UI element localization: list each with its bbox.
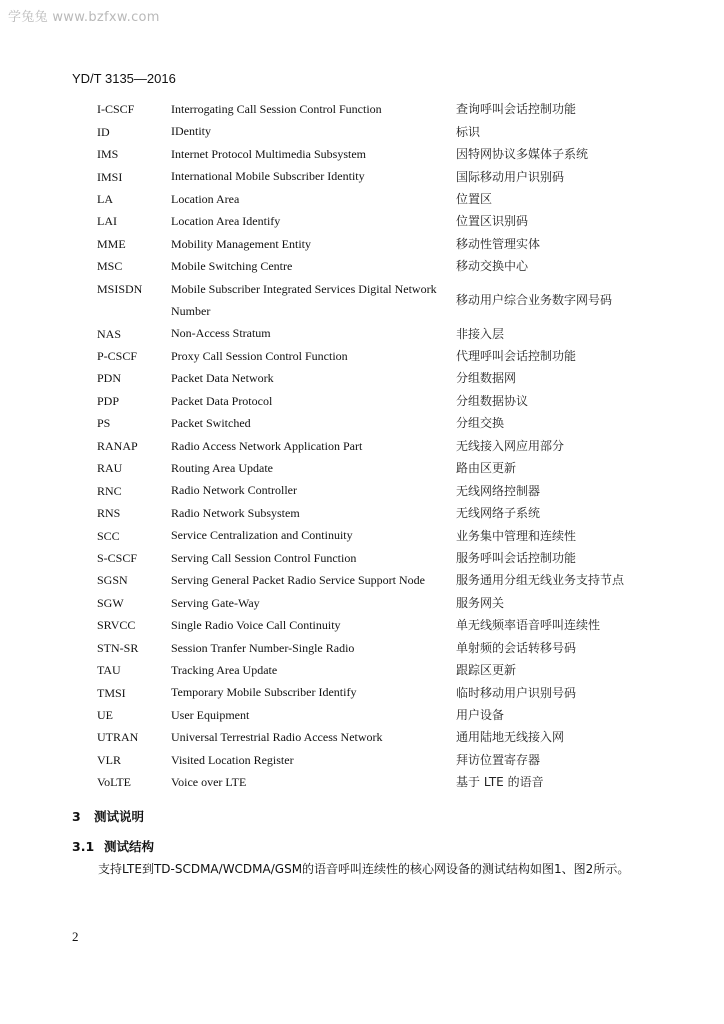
abbreviation-row [97,457,657,479]
abbreviation: SCC [97,528,120,543]
chinese-term: 单无线频率语音呼叫连续性 [456,618,601,633]
chinese-term: 用户设备 [456,708,505,723]
abbreviation: ID [97,124,110,139]
chinese-term: 查询呼叫会话控制功能 [456,102,577,117]
page-number: 2 [72,929,79,944]
english-term: Radio Network Controller [171,483,297,498]
abbreviation-row [97,345,657,367]
english-term: Serving General Packet Radio Service Support Node [171,573,425,588]
chinese-term: 业务集中管理和连续性 [456,528,577,543]
chinese-term: 分组交换 [456,416,505,431]
abbreviation: PDP [97,393,120,408]
chinese-term: 代理呼叫会话控制功能 [456,349,577,364]
chinese-term: 位置区识别码 [456,214,529,229]
chinese-term: 分组数据协议 [456,393,529,408]
english-term: International Mobile Subscriber Identity [171,169,365,184]
abbreviation: PDN [97,371,122,386]
abbreviation: STN-SR [97,640,139,655]
section-number: 3 [72,809,81,824]
abbreviation-row [97,120,657,142]
site-watermark: 学兔兔 www.bzfxw.com [8,10,160,25]
subsection-number: 3.1 [72,839,95,854]
abbreviation-row [97,659,657,681]
english-term: Proxy Call Session Control Function [171,348,348,363]
english-term: Visited Location Register [171,752,294,767]
chinese-term: 分组数据网 [456,371,517,386]
abbreviation: MME [97,236,126,251]
abbreviation-row [97,524,657,546]
abbreviation-row [97,367,657,389]
abbreviation-row [97,210,657,232]
abbreviation-row [97,322,657,344]
english-term: Location Area Identify [171,214,281,229]
body-paragraph: 支持LTE到TD-SCDMA/WCDMA/GSM的语音呼叫连续性的核心网设备的测试结构如图1、图2所示。 [98,862,630,876]
chinese-term: 拜访位置寄存器 [456,752,541,767]
chinese-term: 位置区 [456,191,493,206]
abbreviation-row [97,704,657,726]
abbreviation: IMS [97,147,119,162]
english-term: Radio Network Subsystem [171,505,300,520]
abbreviation-row [97,637,657,659]
abbreviation: TMSI [97,685,126,700]
abbreviation-row [97,681,657,703]
english-term: Tracking Area Update [171,662,278,677]
chinese-term: 非接入层 [456,326,505,341]
abbreviation-row [97,165,657,187]
english-term: Temporary Mobile Subscriber Identify [171,685,357,700]
abbreviation-row [97,143,657,165]
abbreviation-row [97,614,657,636]
abbreviation: MSISDN [97,281,143,296]
abbreviation-row [97,592,657,614]
abbreviation: LAI [97,214,117,229]
abbreviation-row [97,278,657,323]
english-term: Location Area [171,191,240,206]
english-term: User Equipment [171,707,250,722]
chinese-term: 通用陆地无线接入网 [456,730,565,745]
abbreviation-row [97,749,657,771]
chinese-term: 跟踪区更新 [456,663,517,678]
chinese-term: 移动交换中心 [456,259,529,274]
abbreviation-row [97,771,657,793]
abbreviation: S-CSCF [97,550,138,565]
abbreviation-row [97,390,657,412]
abbreviation: TAU [97,663,121,678]
english-term: Single Radio Voice Call Continuity [171,618,341,633]
abbreviation-row [97,98,657,120]
abbreviation: UTRAN [97,730,139,745]
abbreviation-row [97,233,657,255]
english-term: Mobility Management Entity [171,236,311,251]
abbreviation: P-CSCF [97,349,138,364]
english-term: Routing Area Update [171,461,273,476]
chinese-term: 移动用户综合业务数字网号码 [456,292,613,307]
abbreviation: RANAP [97,438,138,453]
abbreviation-row [97,726,657,748]
chinese-term: 无线网络控制器 [456,483,541,498]
abbreviation: SGW [97,595,124,610]
english-term: Session Tranfer Number-Single Radio [171,640,355,655]
abbreviation: PS [97,416,111,431]
abbreviation-row [97,188,657,210]
english-term: Radio Access Network Application Part [171,438,363,453]
abbreviation: I-CSCF [97,102,135,117]
abbreviation: SGSN [97,573,128,588]
abbreviation: NAS [97,326,122,341]
abbreviation: RNC [97,483,122,498]
subsection-title: 测试结构 [104,839,155,854]
english-term: Voice over LTE [171,775,247,790]
abbreviation: SRVCC [97,618,136,633]
english-term: Packet Data Protocol [171,393,273,408]
english-term: Packet Switched [171,416,251,431]
abbreviation: RNS [97,506,121,521]
abbreviation: LA [97,191,113,206]
chinese-term: 临时移动用户识别号码 [456,685,577,700]
chinese-term: 移动性管理实体 [456,236,541,251]
abbreviation: VLR [97,752,121,767]
subsection-heading [72,837,154,855]
chinese-term: 标识 [456,124,481,139]
english-term: Mobile Switching Centre [171,259,293,274]
abbreviation: MSC [97,259,123,274]
chinese-term: 服务通用分组无线业务支持节点 [456,573,625,588]
english-term: Non-Access Stratum [171,326,271,341]
abbreviation-row [97,547,657,569]
chinese-term: 无线网络子系统 [456,506,541,521]
abbreviation-row [97,435,657,457]
abbreviation: IMSI [97,169,123,184]
english-term: Packet Data Network [171,371,274,386]
english-term: Internet Protocol Multimedia Subsystem [171,146,366,161]
section-title: 测试说明 [94,809,145,824]
english-term: Mobile Subscriber Integrated Services Digital Network Number [171,281,437,318]
chinese-term: 因特网协议多媒体子系统 [456,147,589,162]
chinese-term: 无线接入网应用部分 [456,438,565,453]
english-term: Interrogating Call Session Control Function [171,102,382,116]
english-term: Universal Terrestrial Radio Access Network [171,730,383,745]
chinese-term: 国际移动用户识别码 [456,169,565,184]
abbreviation: VoLTE [97,775,132,790]
chinese-term: 路由区更新 [456,461,517,476]
chinese-term: 服务网关 [456,595,505,610]
chinese-term: 基于 LTE 的语音 [456,775,544,790]
section-heading [72,807,144,825]
english-term: Serving Call Session Control Function [171,550,357,565]
abbreviation: RAU [97,461,123,476]
english-term: Serving Gate-Way [171,595,260,610]
english-term: Service Centralization and Continuity [171,528,353,543]
chinese-term: 单射频的会话转移号码 [456,640,577,655]
abbreviation: UE [97,708,113,723]
english-term: IDentity [171,124,211,139]
abbreviation-list [97,98,657,794]
document-code-header: YD/T 3135—2016 [72,71,176,86]
chinese-term: 服务呼叫会话控制功能 [456,550,577,565]
abbreviation-row [97,255,657,277]
abbreviation-row [97,479,657,501]
abbreviation-row [97,502,657,524]
abbreviation-row [97,569,657,591]
abbreviation-row [97,412,657,434]
